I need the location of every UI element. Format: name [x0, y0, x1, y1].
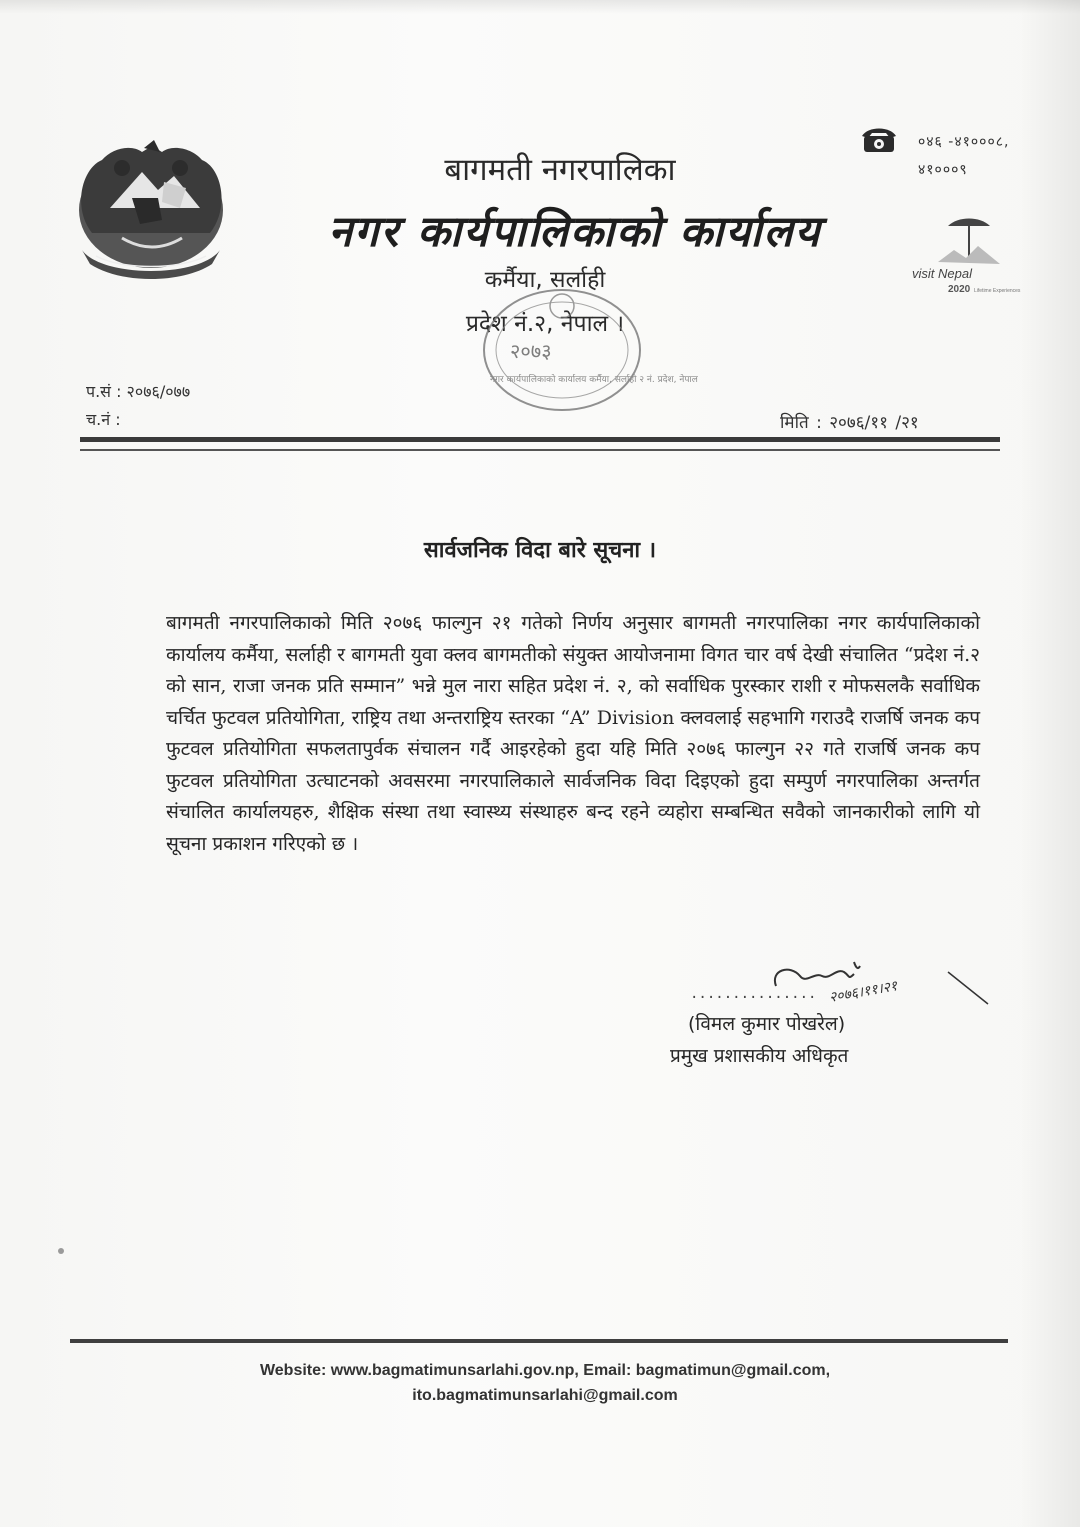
visit-nepal-tagline: Lifetime Experiences — [974, 288, 1021, 294]
signatory-name: (विमल कुमार पोखरेल) — [688, 1013, 846, 1035]
letter-date: मिति : २०७६/११ /२१ — [780, 413, 919, 433]
footer-divider — [70, 1339, 1008, 1343]
nepal-emblem-icon — [62, 138, 240, 288]
phone-number-2: ४१०००९ — [918, 162, 968, 178]
header-divider-thick — [80, 437, 1000, 442]
telephone-icon — [862, 126, 896, 154]
stamp-text: नगर कार्यपालिकाको कार्यालय कर्मैया, सर्लाही २ नं. प्रदेश, नेपाल — [490, 375, 698, 385]
handwritten-signature — [690, 946, 990, 1016]
office-stamp-icon — [470, 278, 698, 418]
signature-date: २०७६।११।२१ — [827, 978, 899, 1006]
footer-contact-line2: ito.bagmatimunsarlahi@gmail.com — [412, 1387, 678, 1404]
visit-nepal-text: visit Nepal — [912, 266, 972, 281]
notice-title: सार्वजनिक विदा बारे सूचना । — [423, 538, 657, 563]
signatory-designation: प्रमुख प्रशासकीय अधिकृत — [670, 1045, 849, 1067]
visit-nepal-2020-logo — [908, 212, 1038, 300]
office-province: प्रदेश नं.२, नेपाल । — [465, 311, 625, 337]
stamp-number: २०७३ — [510, 339, 552, 363]
page-shadow-top — [0, 0, 1080, 14]
dispatch-number: च.नं : — [86, 410, 121, 429]
visit-nepal-year: 2020 — [948, 284, 971, 295]
reference-number: प.सं : २०७६/०७७ — [86, 382, 191, 401]
phone-number-1: ०४६ -४१०००८, — [918, 134, 1010, 150]
footer-contact-line1: Website: www.bagmatimunsarlahi.gov.np, Email: bagmatimun@gmail.com, — [259, 1362, 831, 1379]
page-speck — [58, 1248, 64, 1254]
notice-body: बागमती नगरपालिकाको मिति २०७६ फाल्गुन २१ गतेको निर्णय अनुसार बागमती नगरपालिका नगर कार्यपालिकाको कार्यालय कर्मैया, सर्लाही र बागमती युवा क्लव बागमतीको संयुक्त आयोजनामा विगत चार वर्ष देखी संचालित “प्रदेश नं.२ को सान, राजा जनक प्रति सम्मान” भन्ने मुल नारा सहित प्रदेश नं. २, को सर्वाधिक पुरस्कार राशी र मोफसलकै सर्वाधिक चर्चित फुटवल प्रतियोगिता, राष्ट्रिय तथा अन्तराष्ट्रिय स्तरका “A” Division क्लवलाई सहभागि गराउदै राजर्षि जनक कप फुटवल प्रतियोगिता सफलतापुर्वक संचालन गर्दै आइरहेको हुदा यहि मिति २०७६ फाल्गुन २२ गते राजर्षि जनक कप फुटवल प्रतियोगिता उत्घाटनको अवसरमा नगरपालिकाले सार्वजनिक विदा दिइएको हुदा सम्पुर्ण नगरपालिका अन्तर्गत संचालित कार्यालयहरु, शैक्षिक संस्था तथा स्वास्थ्य संस्थाहरु बन्द रहने व्यहोरा सम्बन्धित सवैको जानकारीको लागि यो सूचना प्रकाशन गरिएको छ । — [166, 612, 980, 855]
header-divider-thin — [80, 449, 1000, 451]
svg-text:...............: ............... — [690, 986, 817, 1002]
office-name: नगर कार्यपालिकाको कार्यालय — [328, 207, 822, 257]
office-location: कर्मैया, सर्लाही — [484, 267, 606, 293]
municipality-name: बागमती नगरपालिका — [444, 152, 676, 188]
